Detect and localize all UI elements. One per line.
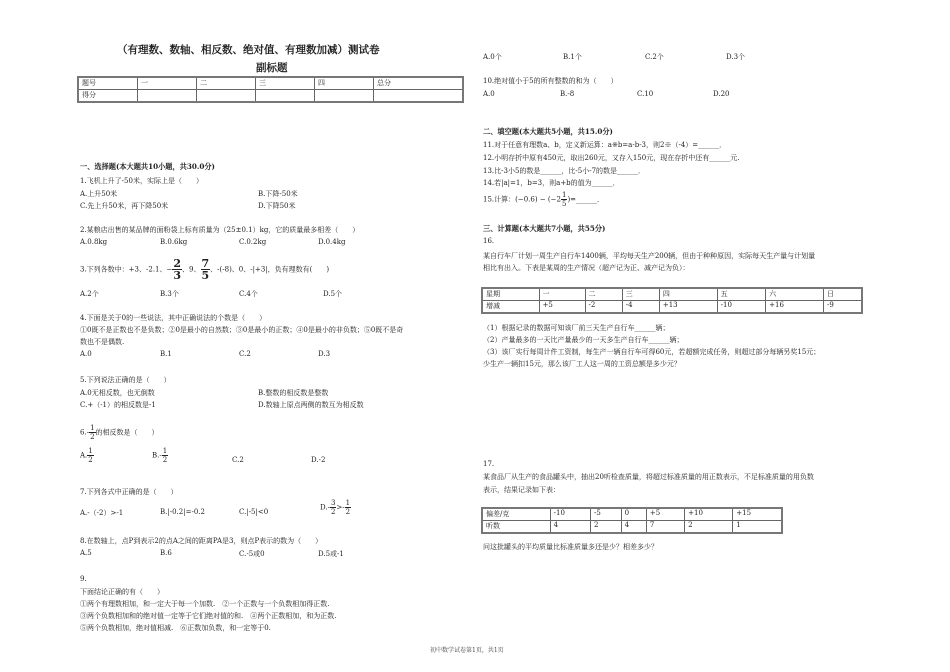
q4-option-a: A.0 [80, 350, 92, 358]
q6-option-d: D.-2 [311, 456, 326, 464]
table-cell: 1 [733, 521, 782, 534]
q4-option-b: B.1 [160, 350, 172, 358]
q9-option-b: B.1个 [563, 53, 582, 61]
q10-stem: 10.绝对值小于5的所有整数的和为（ ） [483, 77, 618, 85]
q4-stem: 4.下面是关于0的一些说法，其中正确说法的个数是（ ） [80, 314, 267, 322]
q2-stem: 2.某粮店出售的某品牌的面粉袋上标有质量为（25±0.1）kg，它的质量最多相差（ ） [80, 226, 360, 234]
q7-d-d1: 2 [330, 508, 336, 516]
table-row [482, 521, 782, 534]
score-header: 一 [138, 77, 197, 90]
q10-option-a: A.0 [483, 90, 495, 98]
q7-d-d2: 2 [345, 508, 351, 516]
table-cell: 一 [539, 288, 585, 301]
q3-f2-num: 7 [201, 257, 210, 270]
score-cell[interactable] [138, 90, 197, 103]
q3-stem-part: 、9、 [182, 265, 201, 274]
table-cell: -10 [717, 301, 766, 314]
table-cell: 偏差/克 [482, 508, 550, 521]
table-cell: -10 [550, 508, 590, 521]
q12: 12.小明存折中原有450元，取出260元，又存入150元，现在存折中还有______元. [483, 154, 740, 162]
table-cell: 0 [621, 508, 646, 521]
q2-option-a: A.0.8kg [80, 238, 108, 246]
q5-option-d: D.数轴上原点两侧的数互为相反数 [258, 401, 364, 409]
q5-option-b: B.整数的相反数是整数 [258, 389, 329, 397]
q9-line2: ③两个负数相加和的绝对值一定等于它们绝对值的和. ④两个正数相加，和为正数. [80, 612, 337, 620]
q4-option-d: D.3 [318, 350, 331, 358]
q6-minus: - [86, 428, 90, 437]
q6-a-num: 1 [88, 447, 93, 455]
q7-d-n2: 1 [345, 499, 351, 507]
table-cell: 三 [622, 288, 659, 301]
table-row [482, 508, 782, 521]
q9-option-d: D.3个 [726, 53, 746, 61]
q2-option-b: B.0.6kg [160, 238, 188, 246]
q3-option-d: D.5个 [323, 290, 343, 298]
score-header: 二 [197, 77, 256, 90]
q15 [483, 191, 604, 208]
q6-b-num: 1 [162, 447, 168, 455]
q17-table [481, 507, 783, 534]
q3-f1-den: 3 [173, 269, 182, 282]
q10-option-d: D.20 [713, 90, 730, 98]
score-cell[interactable] [315, 90, 374, 103]
score-table [77, 76, 464, 103]
q5-stem: 5.下列说法正确的是（ ） [80, 376, 171, 384]
q7-option-a: A.-（-2）>-1 [80, 509, 124, 517]
q6-b-label: B. [152, 451, 160, 460]
table-cell: 2 [685, 521, 733, 534]
q3-option-b: B.3个 [160, 290, 179, 298]
q3-f2-den: 5 [201, 269, 210, 282]
q8-option-b: B.6 [160, 549, 172, 557]
q6-frac-num: 1 [90, 424, 95, 432]
q16-sub3a: （3）该厂实行每周计件工资制，每生产一辆自行车可得60元，若超额完成任务，则超过部分每辆另奖15元； [483, 348, 821, 356]
q6-b-fraction [162, 447, 168, 464]
q3-fraction-2 [201, 258, 211, 281]
section2-heading: 二、填空题(本大题共5小题，共15.0分) [483, 127, 613, 136]
q7-option-b: B.|-0.2|=-0.2 [160, 508, 205, 516]
q7-d-mid: >- [336, 503, 345, 512]
q7-option-d [320, 499, 351, 516]
q1-option-b: B.下降-50米 [258, 190, 298, 198]
page-footer: 初中数学试卷第1页，共1页 [430, 647, 504, 654]
q13: 13.比-3小5的数是______，比-5小-7的数是______． [483, 167, 646, 175]
table-cell: 六 [766, 288, 824, 301]
score-cell[interactable] [197, 90, 256, 103]
q4-line3: 数也不是偶数. [80, 338, 125, 346]
q9-number: 9. [80, 575, 87, 583]
table-cell: 7 [646, 521, 684, 534]
score-header: 四 [315, 77, 374, 90]
q6-option-c: C.2 [232, 456, 244, 464]
q6-b-minus: - [159, 451, 162, 460]
q7-d-frac2 [345, 499, 351, 516]
q5-option-c: C.+（-1）的相反数是-1 [80, 401, 156, 409]
section3-heading: 三、计算题(本大题共7小题，共55分) [483, 224, 606, 233]
table-cell: +16 [766, 301, 824, 314]
q4-option-c: C.2 [239, 350, 251, 358]
q6-a-label: A. [80, 451, 88, 460]
q3-option-c: C.4个 [239, 290, 258, 298]
table-cell: +10 [685, 508, 733, 521]
q17-question: 问这批罐头的平均质量比标准质量多还是少？相差多少？ [483, 543, 658, 551]
q17-para1: 某食品厂从生产的食品罐头中，抽出20听检查质量，将超过标准质量的用正数表示，不足标准质量的用负数 [483, 473, 814, 481]
q7-d-label: D.- [320, 503, 330, 512]
q11: 11.对于任意有理数a、b，定义新运算：a※b=a-b-3，则2※（-4）=______． [483, 141, 727, 149]
q17-number: 17. [483, 460, 495, 468]
score-header: 三 [256, 77, 315, 90]
q7-option-c: C.|-5|<0 [239, 508, 269, 516]
q16-sub1: （1）根据记录的数据可知该厂前三天生产自行车______辆； [483, 324, 670, 332]
q10-option-b: B.-8 [560, 90, 575, 98]
score-header: 题号 [78, 77, 138, 90]
q3-option-a: A.2个 [80, 290, 99, 298]
table-cell: +15 [733, 508, 782, 521]
q3-stem-part: 、-(-8)、0、-|+3|，负有理数有( ) [210, 265, 330, 274]
table-cell: 四 [659, 288, 717, 301]
table-cell: 日 [823, 288, 862, 301]
section1-heading: 一、选择题(本大题共10小题，共30.0分) [80, 162, 215, 171]
q4-line2: ①0既不是正数也不是负数；②0是最小的自然数；③0是最小的正数；④0是最小的非负数；⑤0既不是奇 [80, 326, 404, 334]
q16-sub2: （2）产量最多的一天比产量最少的一天多生产自行车______辆； [483, 336, 684, 344]
exam-subtitle: 副标题 [256, 62, 288, 74]
q1-option-a: A.上升50米 [80, 190, 118, 198]
q8-option-a: A.5 [80, 549, 92, 557]
table-cell: -5 [591, 508, 622, 521]
q15-frac-num: 1 [561, 191, 567, 199]
table-cell: 2 [591, 521, 622, 534]
q6-option-b [152, 447, 168, 464]
q7-stem: 7.下列各式中正确的是（ ） [80, 488, 178, 496]
q8-option-c: C.-5或0 [239, 550, 265, 558]
q6-num: 6. [80, 428, 87, 437]
q6-stem [80, 424, 159, 441]
q1-option-d: D.下降50米 [258, 202, 296, 210]
q6-a-den: 2 [88, 456, 93, 464]
q6-frac-den: 2 [90, 433, 95, 441]
q15-text: 15.计算：(−0.6) − (−2 [483, 195, 561, 204]
exam-title: （有理数、数轴、相反数、绝对值、有理数加减）测试卷 [117, 44, 380, 56]
table-cell: +5 [539, 301, 585, 314]
table-cell: 星期 [482, 288, 539, 301]
q1-stem: 1.飞机上升了-50米，实际上是（ ） [80, 177, 203, 185]
table-cell: -9 [823, 301, 862, 314]
table-cell: 五 [717, 288, 766, 301]
q9-line3: ⑤两个负数相加，绝对值相减. ⑥正数加负数，和一定等于0. [80, 624, 271, 632]
table-cell: +13 [659, 301, 717, 314]
table-cell: 4 [621, 521, 646, 534]
q8-stem: 8.在数轴上，点P到表示2的点A之间的距离PA是3，则点P表示的数为（ ） [80, 537, 323, 545]
q16-number: 16. [483, 237, 495, 245]
q9-line1: ①两个有理数相加，和一定大于每一个加数. ②一个正数与一个负数相加得正数. [80, 600, 330, 608]
q3-minus: − [166, 265, 173, 274]
q6-b-den: 2 [162, 456, 168, 464]
table-cell: 4 [550, 521, 590, 534]
q17-para2: 表示，结果记录如下表： [483, 486, 560, 494]
score-cell[interactable] [256, 90, 315, 103]
q10-option-c: C.10 [637, 90, 654, 98]
table-row [482, 288, 862, 301]
q3-f1-num: 2 [173, 257, 182, 270]
table-cell: -2 [585, 301, 622, 314]
q16-sub3b: 少生产一辆扣15元，那么该厂工人这一周的工资总额是多少元？ [483, 360, 681, 368]
q15-frac-den: 5 [561, 200, 567, 208]
q16-para2: 相比有出入。下表是某周的生产情况（超产记为正、减产记为负）： [483, 264, 690, 272]
q2-option-d: D.0.4kg [318, 238, 346, 246]
q6-stem-tail: 的相反数是（ ） [95, 428, 159, 437]
q7-d-n1: 3 [330, 499, 336, 507]
q16-para1: 某自行车厂计划一周生产自行车1400辆，平均每天生产200辆，但由于种种原因，实际每天生产量与计划量 [483, 252, 816, 260]
table-cell: 增减 [482, 301, 539, 314]
table-row [482, 301, 862, 314]
q3-stem-part: 3.下列各数中：+3、-2.1、 [80, 265, 167, 274]
q9-option-a: A.0个 [483, 53, 502, 61]
q3-fraction-1 [172, 258, 182, 281]
score-row-label: 得分 [78, 90, 138, 103]
table-cell: +5 [646, 508, 684, 521]
q1-option-c: C.先上升50米，再下降50米 [80, 202, 169, 210]
q5-option-a: A.0无相反数，也无倒数 [80, 389, 155, 397]
q6-option-a [80, 447, 94, 464]
q9-option-c: C.2个 [645, 53, 664, 61]
q14: 14.若|a|=1，b=3，则a+b的值为______． [483, 179, 620, 187]
q9-stem: 下面结论正确的有（ ） [80, 588, 164, 596]
q8-option-d: D.5或-1 [318, 550, 344, 558]
table-cell: 二 [585, 288, 622, 301]
q16-table [481, 287, 863, 314]
score-header: 总分 [374, 77, 464, 90]
q2-option-c: C.0.2kg [239, 238, 267, 246]
q6-a-fraction [87, 447, 93, 464]
table-cell: -4 [622, 301, 659, 314]
q15-text-tail: )=______． [567, 195, 605, 204]
score-cell[interactable] [374, 90, 464, 103]
table-cell: 听数 [482, 521, 550, 534]
q3-stem [80, 258, 329, 281]
